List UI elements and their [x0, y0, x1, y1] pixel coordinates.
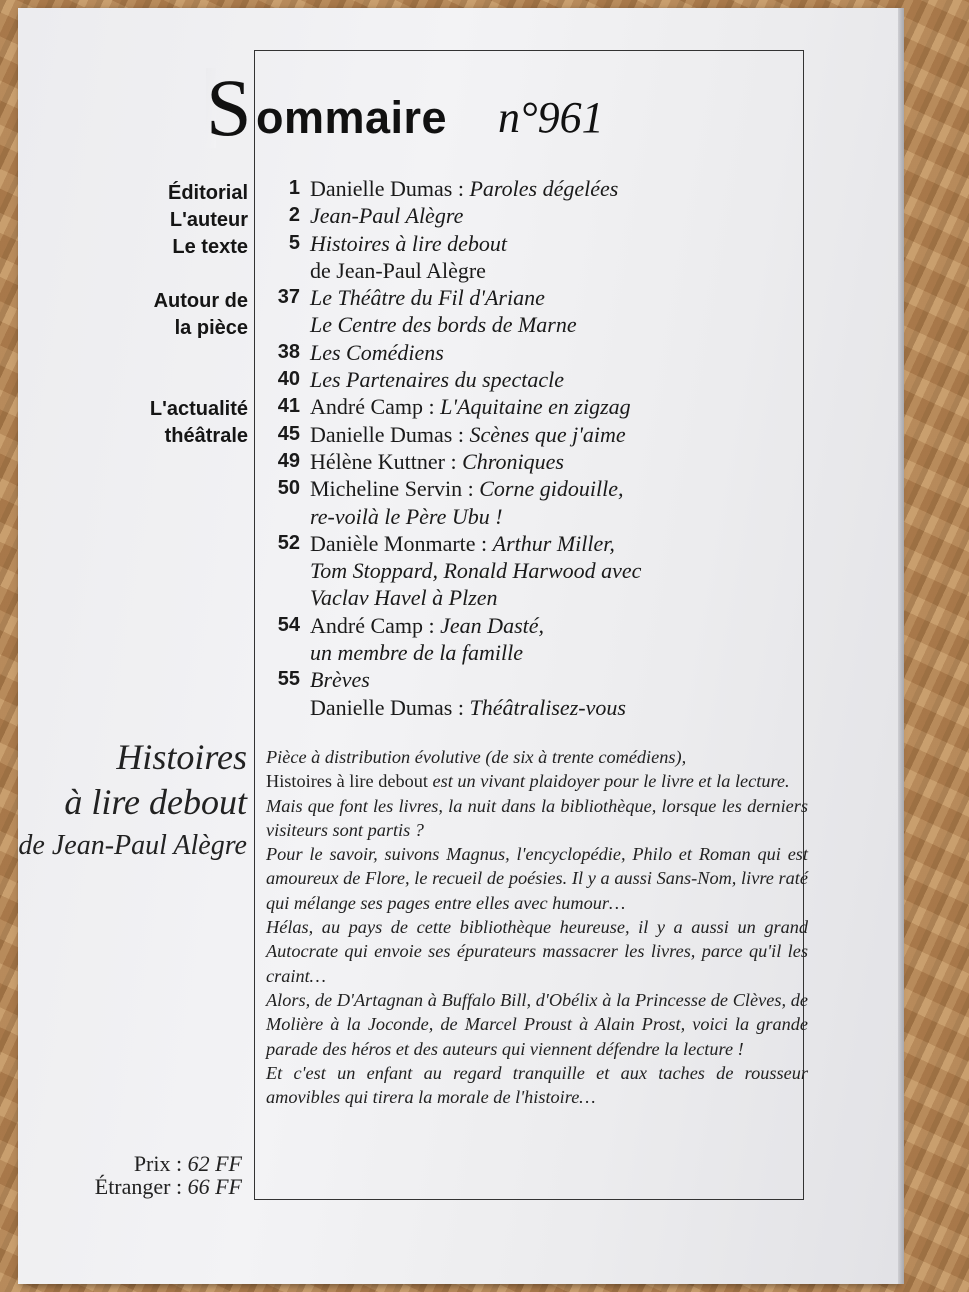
toc-row — [262, 257, 742, 284]
price-value: 62 FF — [187, 1151, 242, 1176]
description-italic-text: Pièce à distribution évolutive (de six à trente comédiens), — [266, 747, 687, 767]
featured-title-line1: Histoires — [116, 737, 247, 777]
toc-article-title: Scènes que j'aime — [469, 421, 626, 447]
toc-author: Danièle Monmarte : — [310, 530, 488, 556]
toc-row — [262, 475, 742, 502]
price-domestic — [134, 1152, 242, 1175]
toc-row — [262, 230, 742, 257]
toc-page-number: 5 — [288, 231, 300, 254]
toc-author: André Camp : — [310, 612, 435, 638]
toc-page-number: 45 — [277, 422, 300, 445]
description-roman-text: Histoires à lire debout — [266, 771, 428, 792]
toc-page-number: 41 — [277, 395, 300, 418]
toc-entry — [310, 284, 742, 311]
toc-entry — [310, 475, 742, 502]
table-of-contents — [262, 175, 742, 721]
section-label-text: Le texte — [172, 236, 248, 258]
toc-page-number: 40 — [277, 368, 300, 391]
description-paragraph — [266, 988, 808, 1061]
toc-page-number: 52 — [277, 531, 300, 554]
toc-page-number: 50 — [277, 477, 300, 500]
description-italic-text: Mais que font les livres, la nuit dans la bibliothèque, lorsque les derniers visiteurs sont partis ? — [266, 795, 808, 840]
price-foreign-value: 66 FF — [187, 1174, 242, 1199]
toc-article-title: Vaclav Havel à Plzen — [310, 585, 498, 611]
description-paragraph — [266, 915, 808, 988]
toc-row — [262, 284, 742, 311]
toc-row — [262, 612, 742, 639]
issue-number: n°961 — [498, 93, 604, 142]
toc-author: Danielle Dumas : — [310, 694, 464, 720]
section-label-editorial: Éditorial — [167, 182, 248, 204]
section-label-around: Autour de — [153, 290, 248, 312]
toc-row — [262, 175, 742, 202]
toc-page-number: 2 — [288, 204, 300, 227]
toc-entry — [310, 230, 742, 257]
toc-entry — [310, 694, 742, 721]
toc-row — [262, 639, 742, 666]
toc-page-number: 38 — [277, 340, 300, 363]
toc-row — [262, 339, 742, 366]
title-word: ommaire — [256, 92, 448, 143]
toc-entry — [310, 421, 742, 448]
toc-article-title: Paroles dégelées — [469, 176, 619, 201]
section-label-author: L'auteur — [169, 209, 248, 231]
toc-article-title: Tom Stoppard, Ronald Harwood avec — [310, 558, 642, 584]
toc-article-title: un membre de la famille — [310, 640, 524, 666]
toc-row — [262, 202, 742, 229]
toc-page-number: 49 — [277, 449, 300, 472]
toc-entry — [310, 202, 742, 229]
toc-row — [262, 421, 742, 448]
toc-article-title: Les Comédiens — [310, 339, 444, 365]
toc-article-title: Le Centre des bords de Marne — [310, 312, 577, 338]
toc-author: Danielle Dumas : — [310, 421, 464, 447]
toc-article-title: Arthur Miller, — [492, 530, 615, 556]
description-paragraph — [266, 745, 808, 769]
toc-entry — [310, 339, 742, 366]
toc-entry — [310, 530, 742, 557]
toc-article-title: re-voilà le Père Ubu ! — [310, 503, 503, 529]
play-description — [266, 745, 808, 1109]
description-italic-text: est un vivant plaidoyer pour le livre et la lecture. — [427, 771, 790, 792]
toc-article-title: Théâtralisez-vous — [469, 694, 626, 720]
description-paragraph — [266, 1061, 808, 1110]
toc-entry — [310, 503, 742, 530]
description-italic-text: Et c'est un enfant au regard tranquille et aux taches de rousseur amovibles qui tirera la morale de l'histoire… — [266, 1062, 808, 1108]
toc-article-title: Brèves — [310, 667, 370, 693]
toc-entry — [310, 257, 742, 284]
toc-entry — [310, 557, 742, 584]
section-label-theatre: théâtrale — [164, 425, 248, 447]
toc-entry — [310, 448, 742, 475]
toc-article-title: L'Aquitaine en zigzag — [440, 394, 631, 420]
toc-article-title: Corne gidouille, — [479, 476, 624, 502]
featured-author: de Jean-Paul Alègre — [18, 830, 247, 861]
toc-author: Hélène Kuttner : — [310, 448, 457, 474]
toc-author: Micheline Servin : — [310, 476, 474, 502]
toc-author: Danielle Dumas : — [310, 176, 464, 201]
toc-page-number: 54 — [277, 613, 300, 636]
toc-article-title: Le Théâtre du Fil d'Ariane — [310, 285, 545, 311]
price-foreign-label: Étranger : — [94, 1174, 183, 1199]
featured-title-line2: à lire debout — [64, 782, 247, 822]
toc-entry — [310, 366, 742, 393]
toc-article-title: Jean-Paul Alègre — [310, 203, 464, 229]
toc-row — [262, 503, 742, 530]
toc-row — [262, 311, 742, 338]
toc-author: de Jean-Paul Alègre — [310, 257, 486, 283]
toc-author: André Camp : — [310, 394, 435, 420]
description-italic-text: Hélas, au pays de cette bibliothèque heureuse, il y a aussi un grand Autocrate qui envoie ses épurateurs massacrer les livres, parce qu'il les craint… — [266, 917, 808, 986]
page-title — [206, 62, 604, 153]
description-paragraph — [266, 794, 808, 843]
toc-row — [262, 448, 742, 475]
toc-article-title: Chroniques — [462, 448, 564, 474]
toc-page-number: 55 — [277, 668, 300, 691]
toc-row — [262, 557, 742, 584]
toc-row — [262, 694, 742, 721]
toc-row — [262, 393, 742, 420]
toc-entry — [310, 175, 742, 202]
toc-article-title: Histoires à lire debout — [310, 230, 507, 256]
toc-row — [262, 366, 742, 393]
description-paragraph — [266, 769, 808, 793]
price-foreign — [95, 1175, 242, 1198]
description-italic-text: Pour le savoir, suivons Magnus, l'encyclopédie, Philo et Roman qui est amoureux de Flore, le recueil de poésies. Il y a aussi Sans-Nom, livre raté qui mélange ses pages entre elles avec humour… — [266, 844, 808, 913]
toc-page-number: 1 — [288, 177, 300, 199]
toc-row — [262, 666, 742, 693]
title-initial: S — [206, 62, 252, 153]
price-label: Prix : — [133, 1151, 183, 1176]
cover-edge — [898, 8, 904, 1284]
toc-entry — [310, 639, 742, 666]
toc-entry — [310, 612, 742, 639]
description-paragraph — [266, 842, 808, 915]
section-label-news: L'actualité — [149, 398, 248, 420]
toc-entry — [310, 584, 742, 611]
toc-row — [262, 584, 742, 611]
toc-row — [262, 530, 742, 557]
toc-article-title: Les Partenaires du spectacle — [310, 367, 564, 393]
toc-article-title: Jean Dasté, — [440, 612, 545, 638]
toc-entry — [310, 311, 742, 338]
toc-entry — [310, 666, 742, 693]
toc-entry — [310, 393, 742, 420]
description-italic-text: Alors, de D'Artagnan à Buffalo Bill, d'Obélix à la Princesse de Clèves, de Molière à la Joconde, de Marcel Proust à Alain Prost, voici la grande parade des héros et des auteurs qui viennent défendre la lecture ! — [266, 989, 808, 1059]
toc-page-number: 37 — [277, 286, 300, 309]
section-label-play: la pièce — [174, 317, 248, 339]
